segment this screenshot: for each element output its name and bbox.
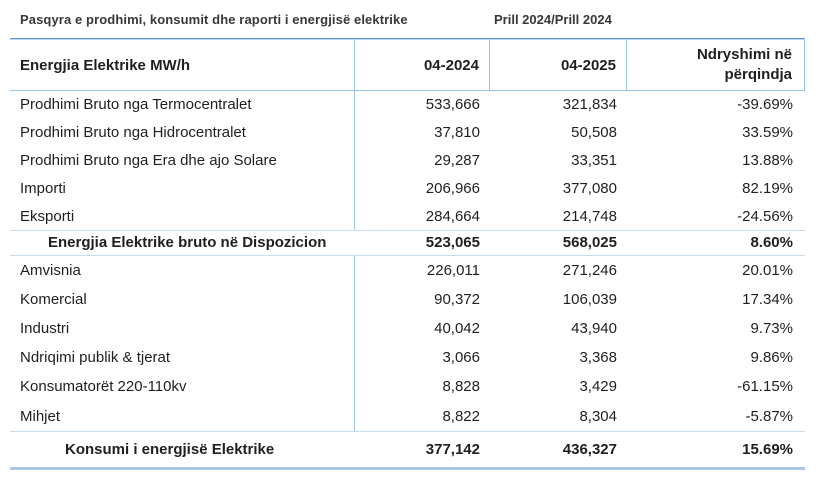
- column-header-2025: 04-2025: [490, 40, 627, 90]
- value-2024: 29,287: [434, 151, 480, 169]
- row-label: Ndriqimi publik & tjerat: [10, 343, 355, 372]
- row-label: Importi: [10, 174, 355, 202]
- value-2025: 3,368: [579, 349, 617, 367]
- value-2024: 8,828: [442, 378, 480, 396]
- value-2024: 3,066: [442, 349, 480, 367]
- value-change: -61.15%: [737, 378, 793, 396]
- column-header-change: [627, 40, 805, 90]
- table-row: [10, 285, 805, 314]
- total-2025: 436,327: [562, 440, 617, 458]
- table-row: [10, 401, 805, 430]
- value-2024: 533,666: [425, 96, 480, 114]
- value-change: 9.86%: [750, 349, 793, 367]
- value-2024: 40,042: [434, 320, 480, 338]
- value-change: 20.01%: [742, 262, 793, 280]
- table-row: [10, 147, 805, 175]
- report-period: Prill 2024/Prill 2024: [494, 12, 612, 27]
- value-change: -5.87%: [745, 407, 793, 425]
- table-row: [10, 256, 805, 285]
- value-2025: 106,039: [562, 291, 617, 309]
- row-label: Eksporti: [10, 202, 355, 230]
- title-band: [0, 0, 840, 38]
- value-change: 9.73%: [750, 320, 793, 338]
- table-row: [10, 372, 805, 401]
- subtotal-label: Energjia Elektrike bruto në Dispozicion: [48, 234, 327, 252]
- column-header-metric: Energjia Elektrike MW/h: [10, 40, 355, 90]
- value-2025: 3,429: [579, 378, 617, 396]
- row-label: Prodhimi Bruto nga Era dhe ajo Solare: [10, 147, 355, 175]
- value-2024: 90,372: [434, 291, 480, 309]
- row-label: Mihjet: [10, 401, 355, 430]
- table-row: [10, 314, 805, 343]
- table-row: [10, 119, 805, 147]
- subtotal-change: 8.60%: [750, 234, 793, 252]
- value-2025: 377,080: [562, 179, 617, 197]
- total-change: 15.69%: [742, 440, 793, 458]
- column-header-change-text: Ndryshimi në përqindja: [696, 45, 792, 83]
- value-2025: 33,351: [571, 151, 617, 169]
- row-label: Industri: [10, 314, 355, 343]
- value-change: 82.19%: [742, 179, 793, 197]
- table-row: [10, 202, 805, 230]
- column-header-2024: 04-2024: [355, 40, 490, 90]
- table-row: [10, 174, 805, 202]
- value-2024: 37,810: [434, 124, 480, 142]
- value-2024: 226,011: [426, 262, 480, 280]
- value-change: 13.88%: [742, 151, 793, 169]
- value-2025: 50,508: [571, 124, 617, 142]
- table-header-row: [10, 40, 805, 91]
- value-2025: 8,304: [579, 407, 617, 425]
- table-bottom-rule: [10, 467, 805, 470]
- table-row: [10, 91, 805, 119]
- value-change: 33.59%: [742, 124, 793, 142]
- value-change: -24.56%: [737, 207, 793, 225]
- value-2024: 8,822: [442, 407, 480, 425]
- row-label: Prodhimi Bruto nga Termocentralet: [10, 91, 355, 119]
- row-label: Komercial: [10, 285, 355, 314]
- table-row: [10, 343, 805, 372]
- total-row-consumption: [10, 432, 805, 467]
- row-label: Amvisnia: [10, 256, 355, 285]
- total-2024: 377,142: [425, 440, 480, 458]
- value-2024: 206,966: [425, 179, 480, 197]
- energy-table: [10, 38, 805, 470]
- value-change: 17.34%: [742, 291, 793, 309]
- value-2025: 214,748: [562, 207, 617, 225]
- subtotal-2025: 568,025: [562, 234, 617, 252]
- row-label: Prodhimi Bruto nga Hidrocentralet: [10, 119, 355, 147]
- value-change: -39.69%: [737, 96, 793, 114]
- value-2024: 284,664: [425, 207, 480, 225]
- subtotal-2024: 523,065: [425, 234, 480, 252]
- subtotal-row-gross-available: [10, 231, 805, 255]
- report-title: Pasqyra e prodhimi, konsumit dhe raporti i energjisë elektrike: [20, 12, 408, 27]
- row-label: Konsumatorët 220-110kv: [10, 372, 355, 401]
- value-2025: 321,834: [562, 96, 617, 114]
- total-label: Konsumi i energjisë Elektrike: [65, 440, 275, 458]
- value-2025: 43,940: [571, 320, 617, 338]
- value-2025: 271,246: [562, 262, 617, 280]
